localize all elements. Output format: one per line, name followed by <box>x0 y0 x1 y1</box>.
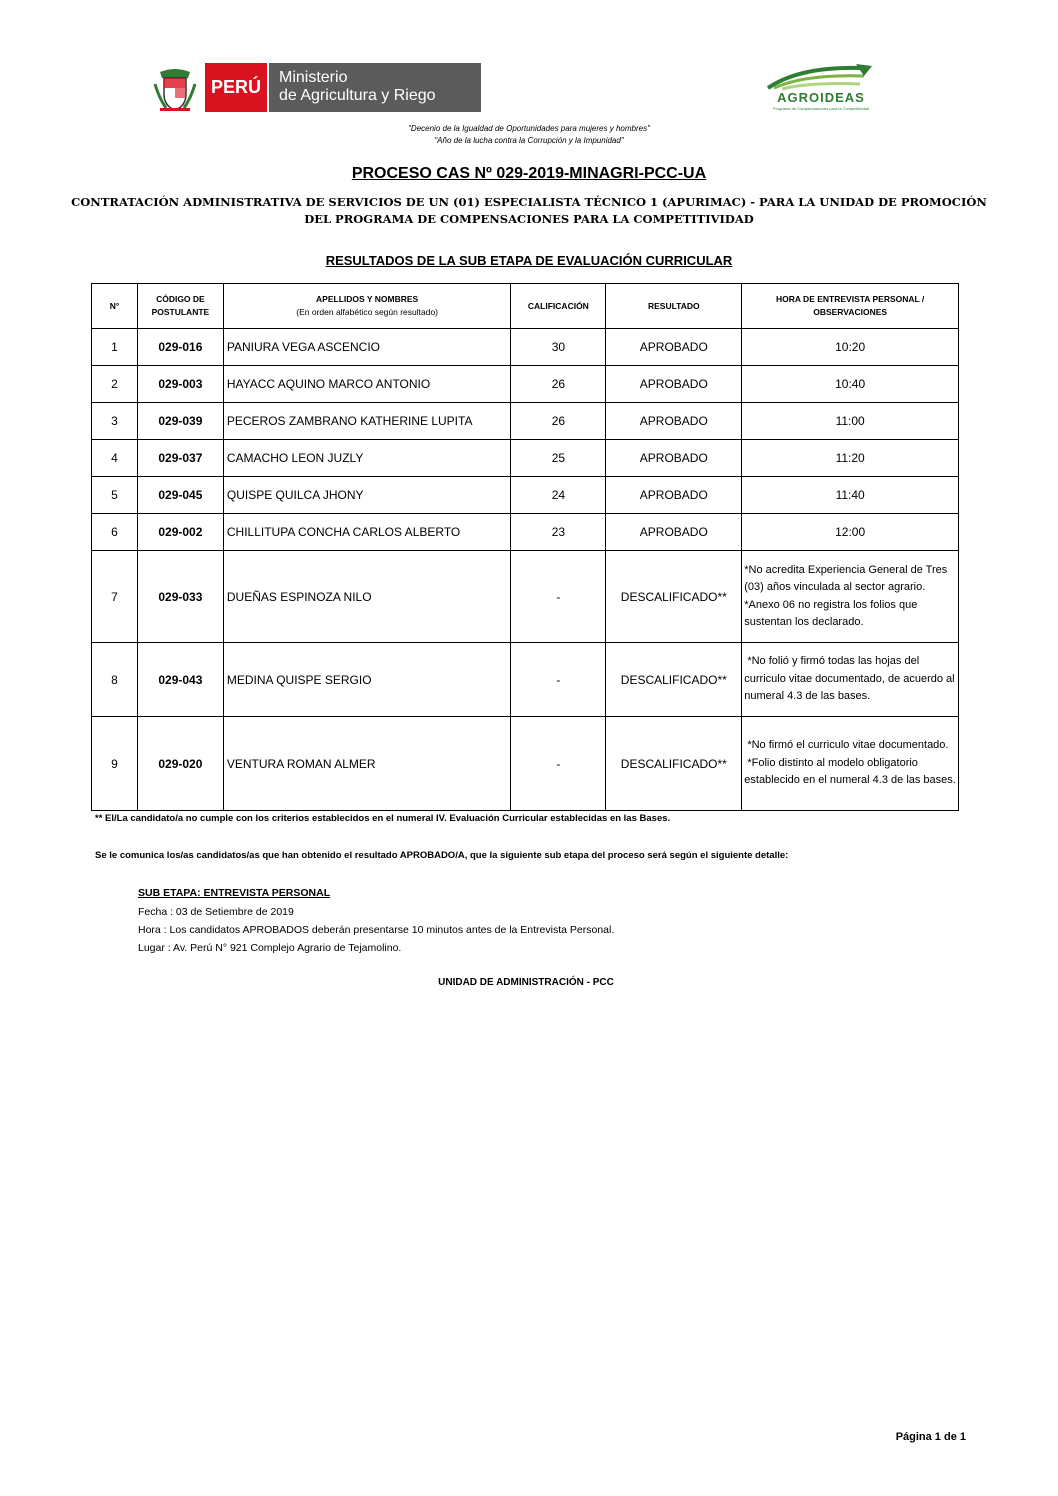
cell-result: DESCALIFICADO** <box>606 643 742 717</box>
cell-score: 26 <box>511 366 606 403</box>
agroideas-sub: Programa de Compensaciones para la Competitividad <box>772 106 870 111</box>
cell-num: 1 <box>92 329 138 366</box>
cell-score: 23 <box>511 514 606 551</box>
cell-score: 25 <box>511 440 606 477</box>
subtitle-line-2: DEL PROGRAMA DE COMPENSACIONES PARA LA COMPETITIVIDAD <box>304 212 754 226</box>
observation-line: *Folio distinto al modelo obligatorio establecido en el numeral 4.3 de las bases. <box>744 756 956 787</box>
cell-code: 029-003 <box>137 366 223 403</box>
page-number: Página 1 de 1 <box>895 1431 966 1443</box>
observation-line: 11:00 <box>835 414 865 428</box>
observation-line: 11:40 <box>835 488 865 502</box>
cell-observations <box>742 440 959 477</box>
header-code: CÓDIGO DE POSTULANTE <box>137 284 223 329</box>
header-obs: HORA DE ENTREVISTA PERSONAL / OBSERVACIONES <box>742 284 959 329</box>
observation-line: *Anexo 06 no registra los folios que sustentan los declarado. <box>744 598 921 628</box>
interview-place: Lugar : Av. Perú N° 921 Complejo Agrario de Tejamolino. <box>138 942 402 954</box>
table-row <box>92 643 959 717</box>
cell-num: 2 <box>92 366 138 403</box>
cell-num: 6 <box>92 514 138 551</box>
interview-time: Hora : Los candidatos APROBADOS deberán presentarse 10 minutos antes de la Entrevista Personal. <box>138 924 615 936</box>
observation-line: 10:40 <box>835 377 866 391</box>
observation-line: *No acredita Experiencia General de Tres (03) años vinculada al sector agrario. <box>744 563 951 593</box>
cell-num: 5 <box>92 477 138 514</box>
agroideas-label: AGROIDEAS <box>777 90 865 105</box>
cell-num: 9 <box>92 717 138 811</box>
cell-score: - <box>511 643 606 717</box>
interview-heading: SUB ETAPA: ENTREVISTA PERSONAL <box>138 887 331 899</box>
cell-name: HAYACC AQUINO MARCO ANTONIO <box>223 366 511 403</box>
header-num: N° <box>92 284 138 329</box>
cell-name: QUISPE QUILCA JHONY <box>223 477 511 514</box>
cell-observations <box>742 329 959 366</box>
cell-result: APROBADO <box>606 440 742 477</box>
cell-num: 3 <box>92 403 138 440</box>
ministry-name: Ministerio de Agricultura y Riego <box>269 63 481 112</box>
decenio-text: "Decenio de la Igualdad de Oportunidades para mujeres y hombres" <box>408 124 650 133</box>
cell-num: 7 <box>92 551 138 643</box>
header-score: CALIFICACIÓN <box>511 284 606 329</box>
ministry-logo <box>205 63 481 112</box>
cell-result: APROBADO <box>606 403 742 440</box>
cell-name: DUEÑAS ESPINOZA NILO <box>223 551 511 643</box>
cell-num: 8 <box>92 643 138 717</box>
cell-code: 029-037 <box>137 440 223 477</box>
cell-name: CAMACHO LEON JUZLY <box>223 440 511 477</box>
cell-observations <box>742 366 959 403</box>
cell-score: - <box>511 717 606 811</box>
cell-observations <box>742 403 959 440</box>
cell-name: VENTURA ROMAN ALMER <box>223 717 511 811</box>
cell-observations <box>742 643 959 717</box>
notice-text: Se le comunica los/as candidatos/as que han obtenido el resultado APROBADO/A, que la siguiente sub etapa del proceso será según el siguiente detalle: <box>95 850 789 861</box>
table-header-row <box>92 284 959 329</box>
cell-result: APROBADO <box>606 477 742 514</box>
table-row <box>92 440 959 477</box>
cell-observations <box>742 477 959 514</box>
peru-label: PERÚ <box>205 63 267 112</box>
table-row <box>92 403 959 440</box>
observation-line: 11:20 <box>835 451 865 465</box>
footnote: ** El/La candidato/a no cumple con los criterios establecidos en el numeral IV. Evaluación Curricular establecidas en las Bases. <box>95 813 671 824</box>
cell-num: 4 <box>92 440 138 477</box>
cell-code: 029-043 <box>137 643 223 717</box>
table-row <box>92 717 959 811</box>
cell-code: 029-039 <box>137 403 223 440</box>
cell-observations <box>742 551 959 643</box>
cell-code: 029-002 <box>137 514 223 551</box>
cell-result: DESCALIFICADO** <box>606 717 742 811</box>
peru-coat-of-arms-icon <box>150 64 200 114</box>
cell-score: 30 <box>511 329 606 366</box>
table-row <box>92 514 959 551</box>
observation-line: *No firmó el curriculo vitae documentado. <box>744 739 949 752</box>
observation-line: 12:00 <box>835 525 866 539</box>
observation-line: *No folió y firmó todas las hojas del curriculo vitae documentado, de acuerdo al numeral 4.3 de las bases. <box>744 655 958 703</box>
cell-result: APROBADO <box>606 514 742 551</box>
cell-observations <box>742 717 959 811</box>
cell-observations <box>742 514 959 551</box>
header-name: APELLIDOS Y NOMBRES (En orden alfabético según resultado) <box>223 284 511 329</box>
cell-result: APROBADO <box>606 329 742 366</box>
table-row <box>92 329 959 366</box>
cell-code: 029-016 <box>137 329 223 366</box>
cell-code: 029-045 <box>137 477 223 514</box>
cell-name: PANIURA VEGA ASCENCIO <box>223 329 511 366</box>
cell-score: - <box>511 551 606 643</box>
subtitle-line-1: CONTRATACIÓN ADMINISTRATIVA DE SERVICIOS DE UN (01) ESPECIALISTA TÉCNICO 1 (APURIMAC) - PARA LA UNIDAD DE PROMOCIÓN <box>71 195 987 209</box>
cell-name: CHILLITUPA CONCHA CARLOS ALBERTO <box>223 514 511 551</box>
cell-name: PECEROS ZAMBRANO KATHERINE LUPITA <box>223 403 511 440</box>
cell-code: 029-020 <box>137 717 223 811</box>
results-table <box>91 283 959 811</box>
cell-score: 24 <box>511 477 606 514</box>
table-row <box>92 366 959 403</box>
document-title: PROCESO CAS Nº 029-2019-MINAGRI-PCC-UA <box>351 165 707 182</box>
header-result: RESULTADO <box>606 284 742 329</box>
cell-result: DESCALIFICADO** <box>606 551 742 643</box>
observation-line: 10:20 <box>835 340 866 354</box>
cell-result: APROBADO <box>606 366 742 403</box>
cell-code: 029-033 <box>137 551 223 643</box>
signature-unit: UNIDAD DE ADMINISTRACIÓN - PCC <box>438 977 614 988</box>
table-row <box>92 551 959 643</box>
table-row <box>92 477 959 514</box>
cell-name: MEDINA QUISPE SERGIO <box>223 643 511 717</box>
section-title: RESULTADOS DE LA SUB ETAPA DE EVALUACIÓN CURRICULAR <box>325 253 733 268</box>
cell-score: 26 <box>511 403 606 440</box>
year-text: "Año de la lucha contra la Corrupción y la Impunidad" <box>434 136 624 145</box>
interview-date: Fecha : 03 de Setiembre de 2019 <box>138 906 294 918</box>
